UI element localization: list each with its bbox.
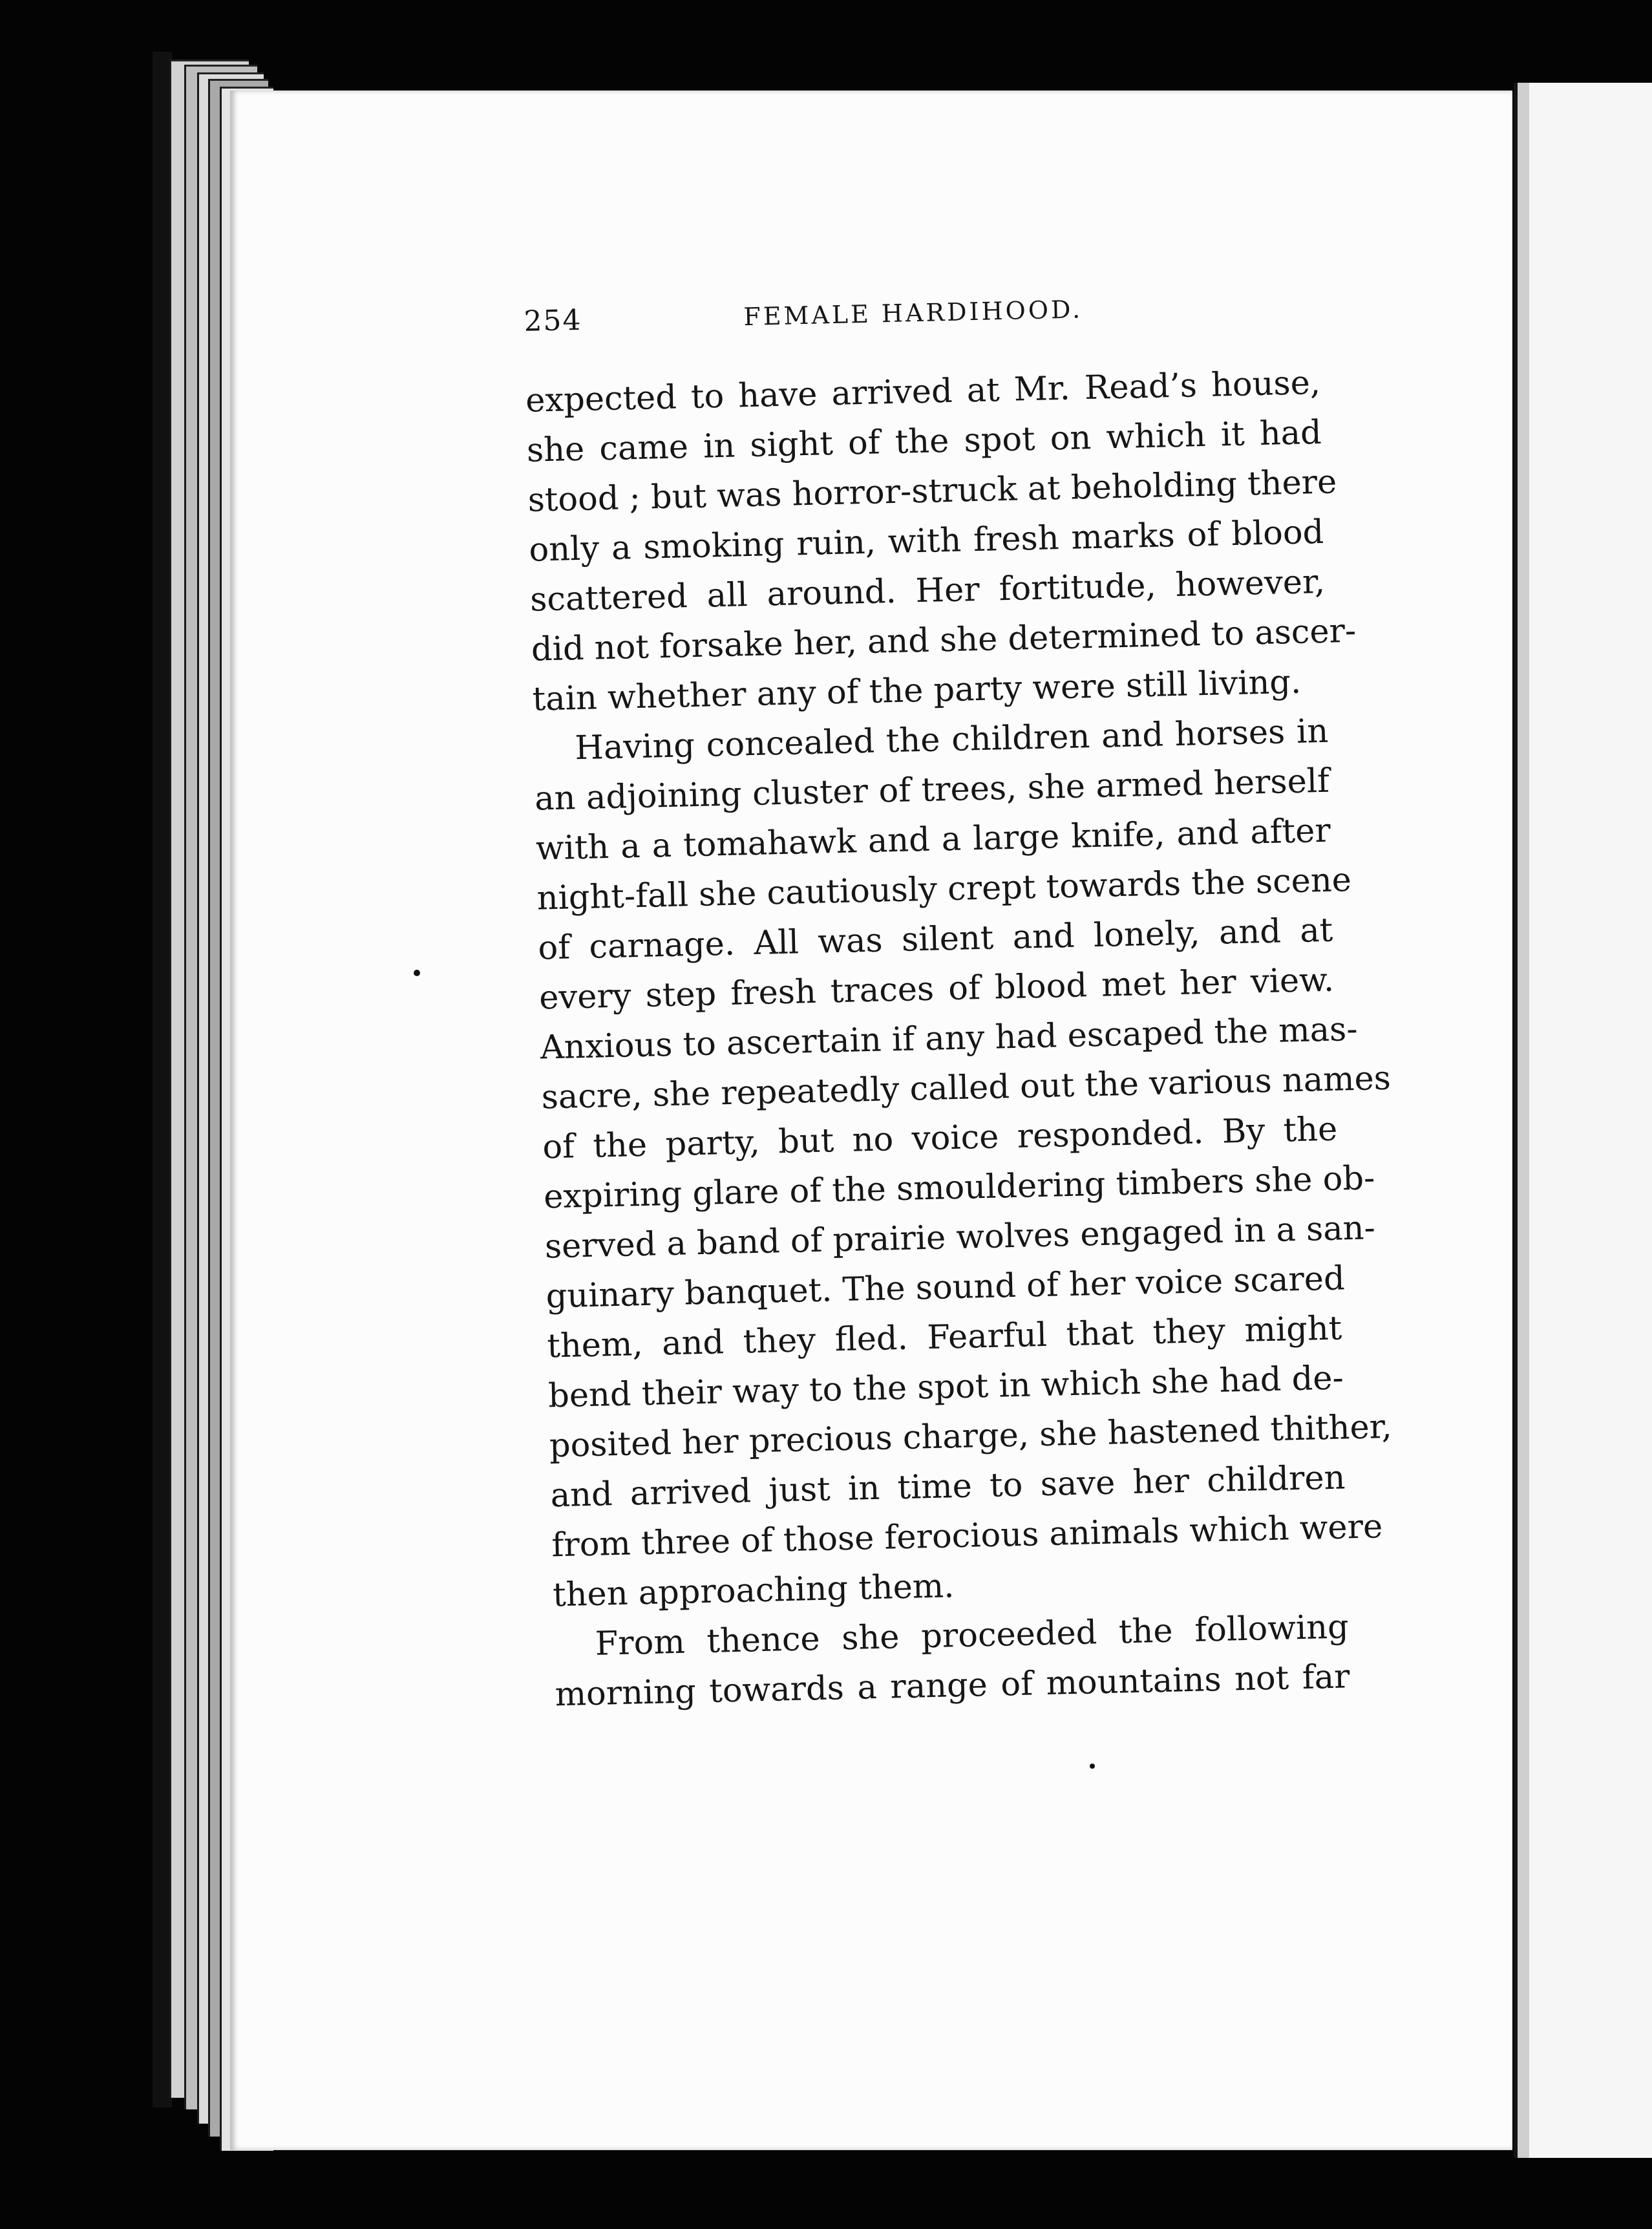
dust-speck — [1090, 1764, 1095, 1769]
text-line: of the party, but no voice responded. By the — [542, 1110, 1338, 1167]
text-line: scattered all around. Her fortitude, however, — [529, 562, 1326, 619]
text-line: an adjoining cluster of trees, she armed herself — [534, 762, 1330, 818]
text-line: posited her precious charge, she hastened thither, — [549, 1407, 1393, 1466]
text-line: did not forsake her, and she determined to ascer- — [531, 612, 1357, 669]
paragraph — [525, 358, 1357, 725]
text-line: Having concealed the children and horses in — [574, 712, 1329, 768]
facing-page-edge — [1514, 83, 1652, 2158]
text-line: and arrived just in time to save her children — [550, 1458, 1346, 1515]
paragraph — [553, 1602, 1350, 1720]
running-head: FEMALE HARDIHOOD. — [743, 295, 1083, 332]
text-line: from three of those ferocious animals which were — [551, 1508, 1383, 1565]
text-line: only a smoking ruin, with fresh marks of blood — [528, 513, 1324, 570]
text-line: Anxious to ascertain if any had escaped the mas- — [540, 1010, 1359, 1067]
text-line: night-fall she cautiously crept towards the scene — [536, 861, 1352, 918]
text-line: served a band of prairie wolves engaged in a san- — [544, 1209, 1376, 1266]
text-line: expiring glare of the smouldering timbers she ob- — [543, 1159, 1375, 1217]
text-line: From thence she proceeded the following — [595, 1608, 1350, 1663]
paragraph — [533, 707, 1393, 1621]
body-text — [525, 358, 1393, 1720]
text-line: of carnage. All was silent and lonely, and at — [537, 911, 1333, 968]
text-line: guinary banquet. The sound of her voice scared — [545, 1259, 1346, 1316]
text-line: expected to have arrived at Mr. Read’s house, — [525, 363, 1321, 420]
page-number: 254 — [523, 303, 583, 338]
text-line: with a a tomahawk and a large knife, and after — [535, 811, 1331, 868]
dust-speck — [414, 970, 420, 976]
text-line: morning towards a range of mountains not far — [555, 1658, 1351, 1714]
text-line: tain whether any of the party were still living. — [532, 663, 1302, 719]
text-line: every step fresh traces of blood met her view. — [538, 961, 1335, 1018]
page-fold — [1518, 83, 1529, 2158]
text-line: them, and they fled. Fearful that they might — [546, 1309, 1342, 1366]
text-line: sacre, she repeatedly called out the various names — [541, 1059, 1392, 1117]
text-line: she came in sight of the spot on which it had — [526, 413, 1322, 470]
text-line: bend their way to the spot in which she had de- — [547, 1359, 1344, 1416]
text-line: then approaching them. — [552, 1567, 955, 1615]
text-line: stood ; but was horror-struck at beholding there — [527, 463, 1337, 520]
